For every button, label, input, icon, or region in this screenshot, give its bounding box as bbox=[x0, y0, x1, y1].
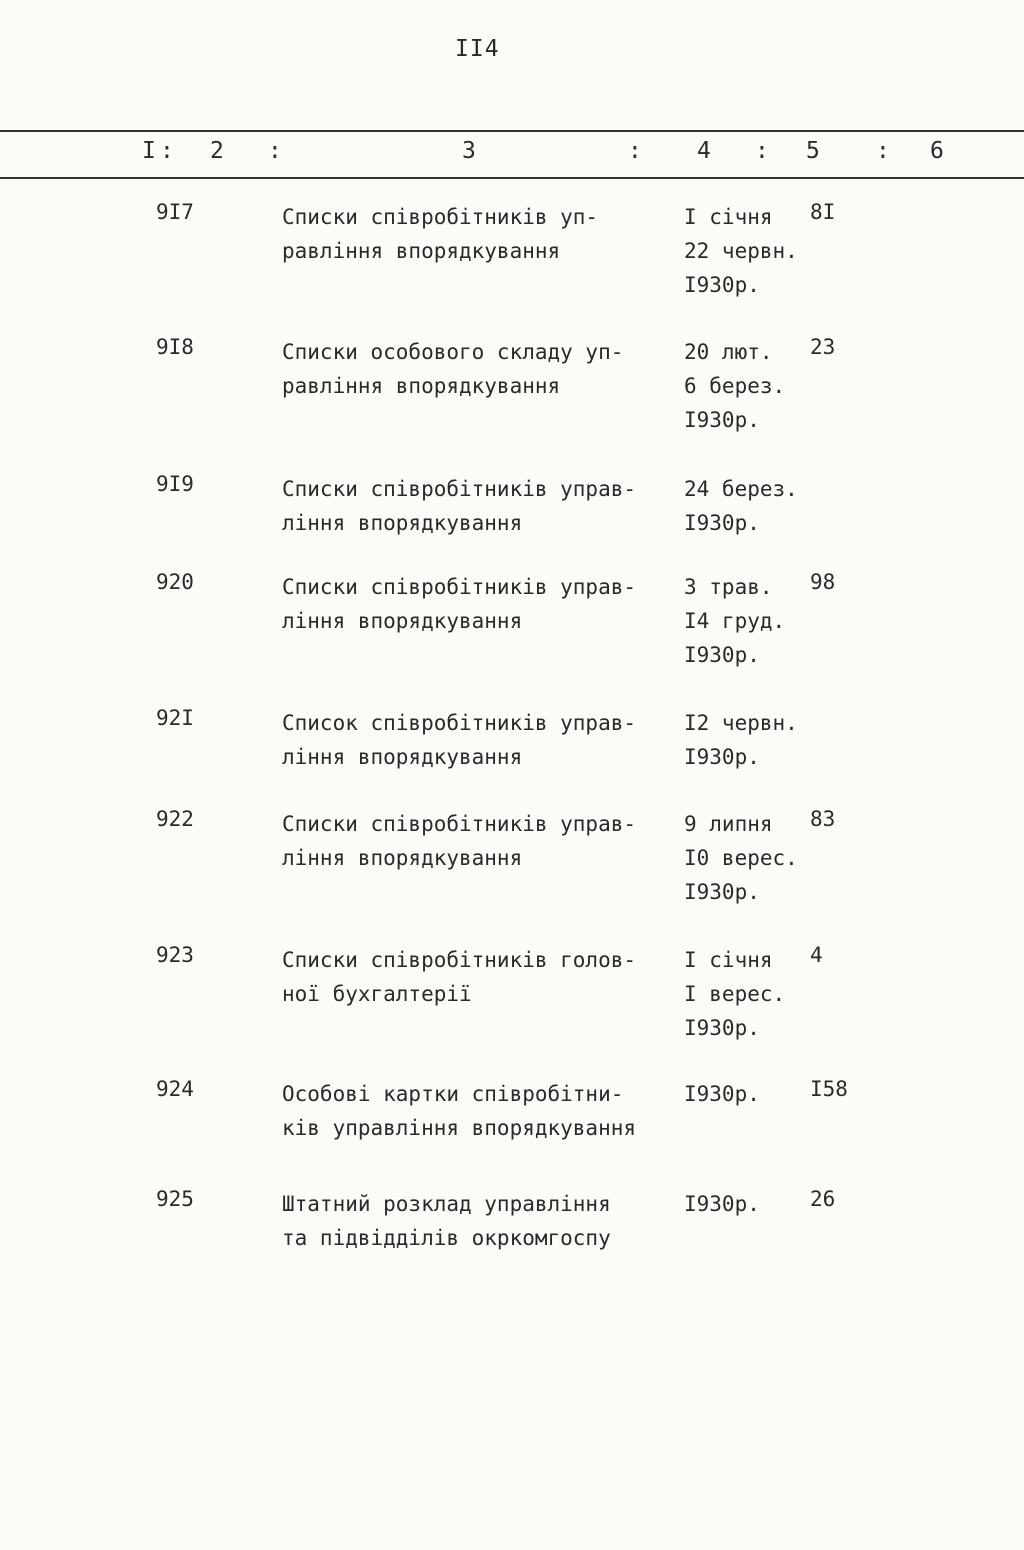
entry-title bbox=[282, 200, 682, 268]
entry-title-line: ління впорядкування bbox=[282, 745, 523, 769]
entry-date-line: I930р. bbox=[684, 643, 760, 667]
entry-date-line: I930р. bbox=[684, 273, 760, 297]
page-number: II4 bbox=[455, 36, 500, 62]
column-header-6: 6 bbox=[930, 138, 944, 164]
header-bottom-rule bbox=[0, 177, 1024, 179]
entry-date-line: I930р. bbox=[684, 880, 760, 904]
entry-title-line: равління впорядкування bbox=[282, 239, 561, 263]
entry-title-line: ління впорядкування bbox=[282, 609, 523, 633]
entry-title bbox=[282, 1077, 682, 1145]
entry-number: 922 bbox=[156, 807, 194, 831]
entry-date-line: I4 груд. bbox=[684, 609, 786, 633]
entry-title-line: ків управління впорядкування bbox=[282, 1116, 637, 1140]
entry-date-line: 6 берез. bbox=[684, 374, 786, 398]
entry-date-line: 20 лют. bbox=[684, 340, 773, 364]
entry-title bbox=[282, 943, 682, 1011]
column-separator: : bbox=[268, 138, 282, 164]
entry-dates bbox=[684, 200, 824, 302]
entry-number: 925 bbox=[156, 1187, 194, 1211]
entry-title-line: Списки особового складу уп- bbox=[282, 340, 624, 364]
entry-date-line: I930р. bbox=[684, 1082, 760, 1106]
entry-sheet-count: 23 bbox=[810, 335, 836, 359]
entry-sheet-count: 8I bbox=[810, 200, 836, 224]
entry-title bbox=[282, 1187, 682, 1255]
entry-title-line: та підвідділів окркомгоспу bbox=[282, 1226, 611, 1250]
entry-title-line: Списки співробітників управ- bbox=[282, 575, 637, 599]
column-header-3: 3 bbox=[462, 138, 476, 164]
header-top-rule bbox=[0, 130, 1024, 132]
entry-date-line: I0 верес. bbox=[684, 846, 798, 870]
entry-title-line: равління впорядкування bbox=[282, 374, 561, 398]
column-header-1: I bbox=[142, 138, 156, 164]
entry-number: 9I7 bbox=[156, 200, 194, 224]
entry-date-line: I січня bbox=[684, 948, 773, 972]
entry-dates bbox=[684, 570, 824, 672]
column-header-5: 5 bbox=[806, 138, 820, 164]
entry-title bbox=[282, 706, 682, 774]
entry-title-line: Штатний розклад управління bbox=[282, 1192, 611, 1216]
entry-date-line: I930р. bbox=[684, 408, 760, 432]
entry-dates bbox=[684, 1187, 824, 1221]
entry-dates bbox=[684, 706, 824, 774]
entry-date-line: I930р. bbox=[684, 745, 760, 769]
entry-title-line: Список співробітників управ- bbox=[282, 711, 637, 735]
entry-title-line: Списки співробітників управ- bbox=[282, 477, 637, 501]
column-header-4: 4 bbox=[697, 138, 711, 164]
entry-date-line: I січня bbox=[684, 205, 773, 229]
entry-date-line: I930р. bbox=[684, 1192, 760, 1216]
entry-title-line: ної бухгалтерії bbox=[282, 982, 472, 1006]
entry-number: 920 bbox=[156, 570, 194, 594]
column-separator: : bbox=[755, 138, 769, 164]
entry-number: 924 bbox=[156, 1077, 194, 1101]
entry-date-line: 22 червн. bbox=[684, 239, 798, 263]
entry-number: 9I9 bbox=[156, 472, 194, 496]
entry-sheet-count: I58 bbox=[810, 1077, 848, 1101]
entry-date-line: I930р. bbox=[684, 511, 760, 535]
entry-title-line: Списки співробітників управ- bbox=[282, 812, 637, 836]
entry-title-line: Особові картки співробітни- bbox=[282, 1082, 624, 1106]
entry-dates bbox=[684, 335, 824, 437]
column-header-2: 2 bbox=[210, 138, 224, 164]
column-separator: : bbox=[876, 138, 890, 164]
entry-title-line: ління впорядкування bbox=[282, 846, 523, 870]
entry-title-line: Списки співробітників уп- bbox=[282, 205, 599, 229]
entry-title-line: Списки співробітників голов- bbox=[282, 948, 637, 972]
entry-dates bbox=[684, 1077, 824, 1111]
entry-title bbox=[282, 335, 682, 403]
column-separator: : bbox=[628, 138, 642, 164]
entry-date-line: I930р. bbox=[684, 1016, 760, 1040]
entry-dates bbox=[684, 472, 824, 540]
entry-date-line: 9 липня bbox=[684, 812, 773, 836]
entry-dates bbox=[684, 943, 824, 1045]
entry-sheet-count: 83 bbox=[810, 807, 836, 831]
entry-date-line: I верес. bbox=[684, 982, 786, 1006]
entry-date-line: I2 червн. bbox=[684, 711, 798, 735]
entry-title bbox=[282, 570, 682, 638]
column-separator: : bbox=[160, 138, 174, 164]
entry-date-line: 3 трав. bbox=[684, 575, 773, 599]
entry-sheet-count: 98 bbox=[810, 570, 836, 594]
entry-number: 92I bbox=[156, 706, 194, 730]
entry-dates bbox=[684, 807, 824, 909]
entry-title-line: ління впорядкування bbox=[282, 511, 523, 535]
entry-number: 923 bbox=[156, 943, 194, 967]
entry-number: 9I8 bbox=[156, 335, 194, 359]
entry-title bbox=[282, 472, 682, 540]
entry-title bbox=[282, 807, 682, 875]
entry-date-line: 24 берез. bbox=[684, 477, 798, 501]
entry-sheet-count: 4 bbox=[810, 943, 823, 967]
entry-sheet-count: 26 bbox=[810, 1187, 836, 1211]
